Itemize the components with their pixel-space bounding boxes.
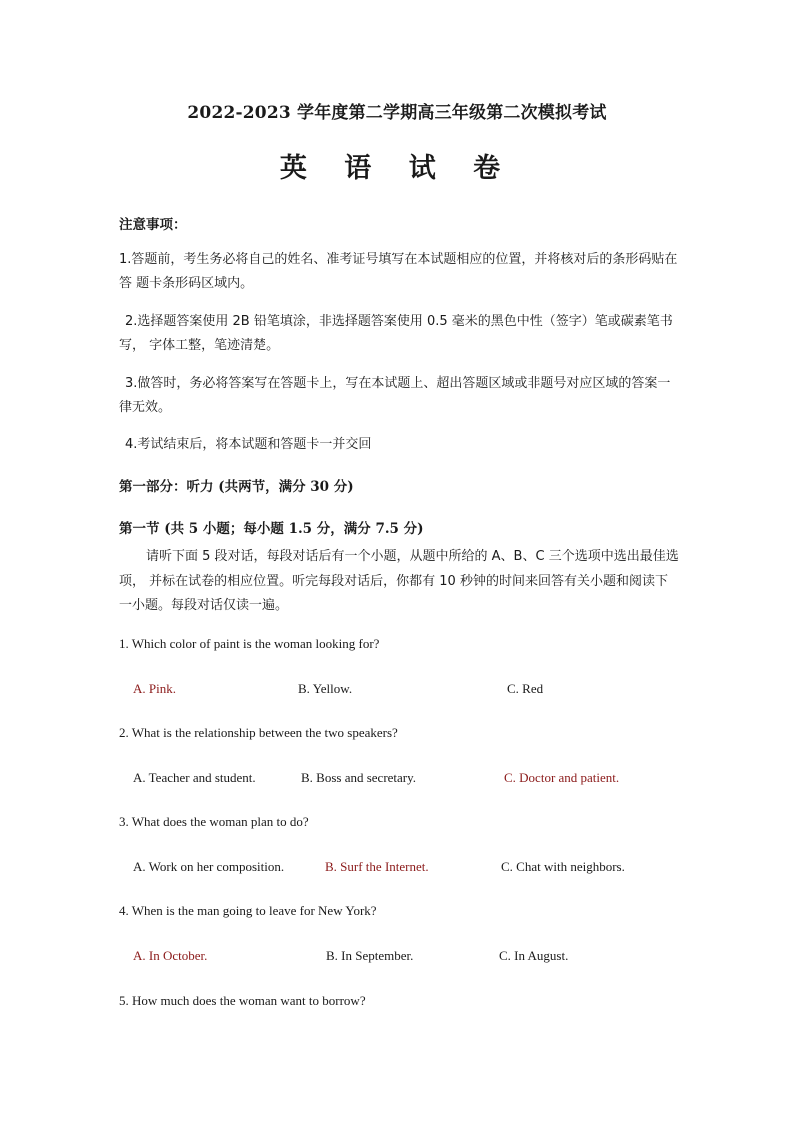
question-option: A. Work on her composition. [133, 859, 285, 874]
question-stem: 2. What is the relationship between the two speakers? [119, 725, 398, 740]
question-stem: 1. Which color of paint is the woman looking for? [119, 636, 380, 651]
notice-item: 2.选择题答案使用 2B 铅笔填涂，非选择题答案使用 0.5 毫米的黑色中性（签字）笔或碳素笔书写， 字体工整，笔迹清楚。 [119, 314, 673, 353]
notice-item: 3.做答时，务必将答案写在答题卡上，写在本试题上、超出答题区域或非题号对应区域的答案一律无效。 [119, 376, 671, 415]
question-option: A. Teacher and student. [133, 770, 256, 785]
question-option: C. Chat with neighbors. [501, 859, 625, 874]
question-option: B. In September. [326, 948, 414, 963]
question-option: A. In October. [133, 948, 208, 963]
section-instructions: 请听下面 5 段对话，每段对话后有一个小题，从题中所给的 A、B、C 三个选项中选出最佳选项， 并标在试卷的相应位置。听完每段对话后，你都有 10 秒钟的时间来回答有关小题和阅读下一小题。每段对话仅读一遍。 [119, 549, 679, 613]
question-option: C. Doctor and patient. [504, 770, 620, 785]
question-option: B. Surf the Internet. [325, 859, 429, 874]
question-stem: 5. How much does the woman want to borrow? [119, 993, 366, 1008]
question-stem: 3. What does the woman plan to do? [119, 814, 309, 829]
question-option: C. In August. [499, 948, 569, 963]
question-option: B. Yellow. [298, 681, 353, 696]
question-stem: 4. When is the man going to leave for New York? [119, 903, 377, 918]
question-option: C. Red [507, 681, 544, 696]
part-heading: 第一部分：听力 (共两节，满分 30 分) [119, 479, 354, 495]
notice-item: 1.答题前，考生务必将自己的姓名、准考证号填写在本试题相应的位置，并将核对后的条形码贴在答 题卡条形码区域内。 [119, 252, 678, 291]
notice-heading: 注意事项： [119, 217, 187, 233]
question-option: A. Pink. [133, 681, 176, 696]
subject-title: 英 语 试 卷 [279, 153, 515, 184]
exam-title: 2022-2023 学年度第二学期高三年级第二次模拟考试 [187, 103, 607, 123]
section-heading: 第一节 (共 5 小题；每小题 1.5 分，满分 7.5 分) [119, 521, 424, 537]
notice-item: 4.考试结束后，将本试题和答题卡一并交回 [125, 437, 372, 452]
question-option: B. Boss and secretary. [301, 770, 417, 785]
